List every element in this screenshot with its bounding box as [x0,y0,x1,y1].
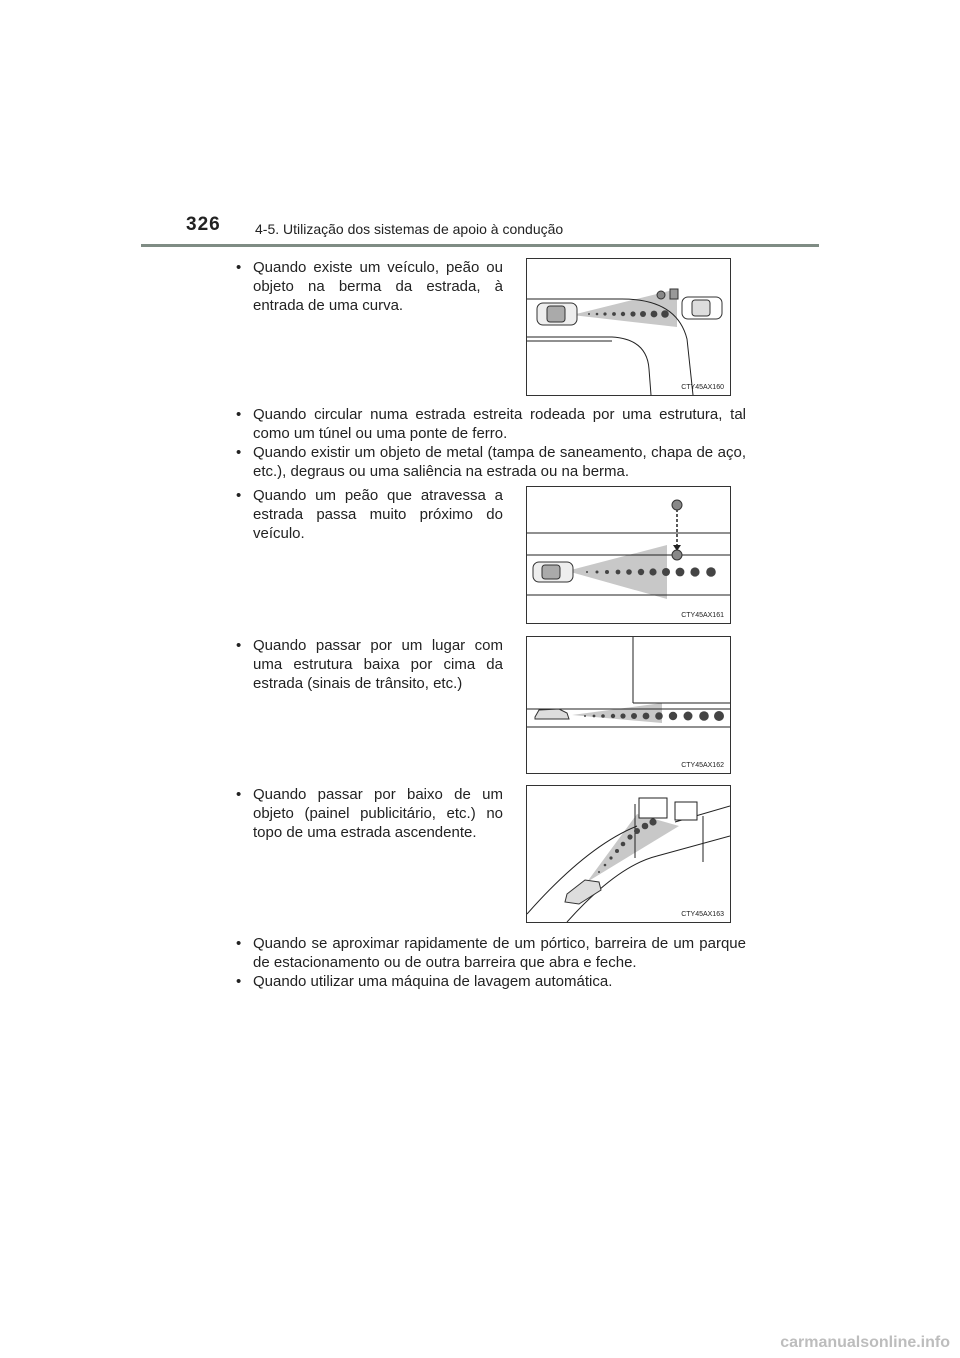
page-number: 326 [186,214,221,235]
bullet-marker: • [236,259,242,276]
list-item [236,785,503,842]
list-item [236,972,746,991]
list-item [236,405,746,443]
list-item [236,258,503,315]
bullet-marker: • [236,786,242,803]
header-divider [141,244,819,247]
illustration-uphill-billboard [526,785,731,923]
figure-code: CTY45AX160 [681,384,724,391]
list-item [236,486,503,543]
figure-code: CTY45AX162 [681,762,724,769]
list-item [236,636,503,693]
list-item-text: Quando utilizar uma máquina de lavagem automática. [253,973,613,990]
bullet-marker: • [236,487,242,504]
list-item-text: Quando passar por baixo de um objeto (painel publicitário, etc.) no topo de uma estrada ascendente. [253,786,503,841]
list-item-text: Quando existir um objeto de metal (tampa de saneamento, chapa de aço, etc.), degraus ou uma saliência na estrada ou na berma. [253,444,746,480]
illustration-pedestrian-crossing [526,486,731,624]
list-item-text: Quando existe um veículo, peão ou objeto na berma da estrada, à entrada de uma curva. [253,259,503,314]
section-title: 4-5. Utilização dos sistemas de apoio à condução [255,221,564,237]
list-item-text: Quando circular numa estrada estreita rodeada por uma estrutura, tal como um túnel ou uma ponte de ferro. [253,406,746,442]
watermark: carmanualsonline.info [780,1334,950,1351]
list-item [236,443,746,481]
figure-code: CTY45AX163 [681,911,724,918]
illustration-overhead-structure [526,636,731,774]
list-item-text: Quando se aproximar rapidamente de um pórtico, barreira de um parque de estacionamento ou de outra barreira que abra e feche. [253,935,746,971]
illustration-curve-roadside-object [526,258,731,396]
list-item-text: Quando passar por um lugar com uma estrutura baixa por cima da estrada (sinais de trânsito, etc.) [253,637,503,692]
bullet-marker: • [236,935,242,952]
bullet-marker: • [236,444,242,461]
list-item-text: Quando um peão que atravessa a estrada passa muito próximo do veículo. [253,487,503,542]
bullet-marker: • [236,973,242,990]
bullet-marker: • [236,637,242,654]
bullet-marker: • [236,406,242,423]
figure-code: CTY45AX161 [681,612,724,619]
list-item [236,934,746,972]
